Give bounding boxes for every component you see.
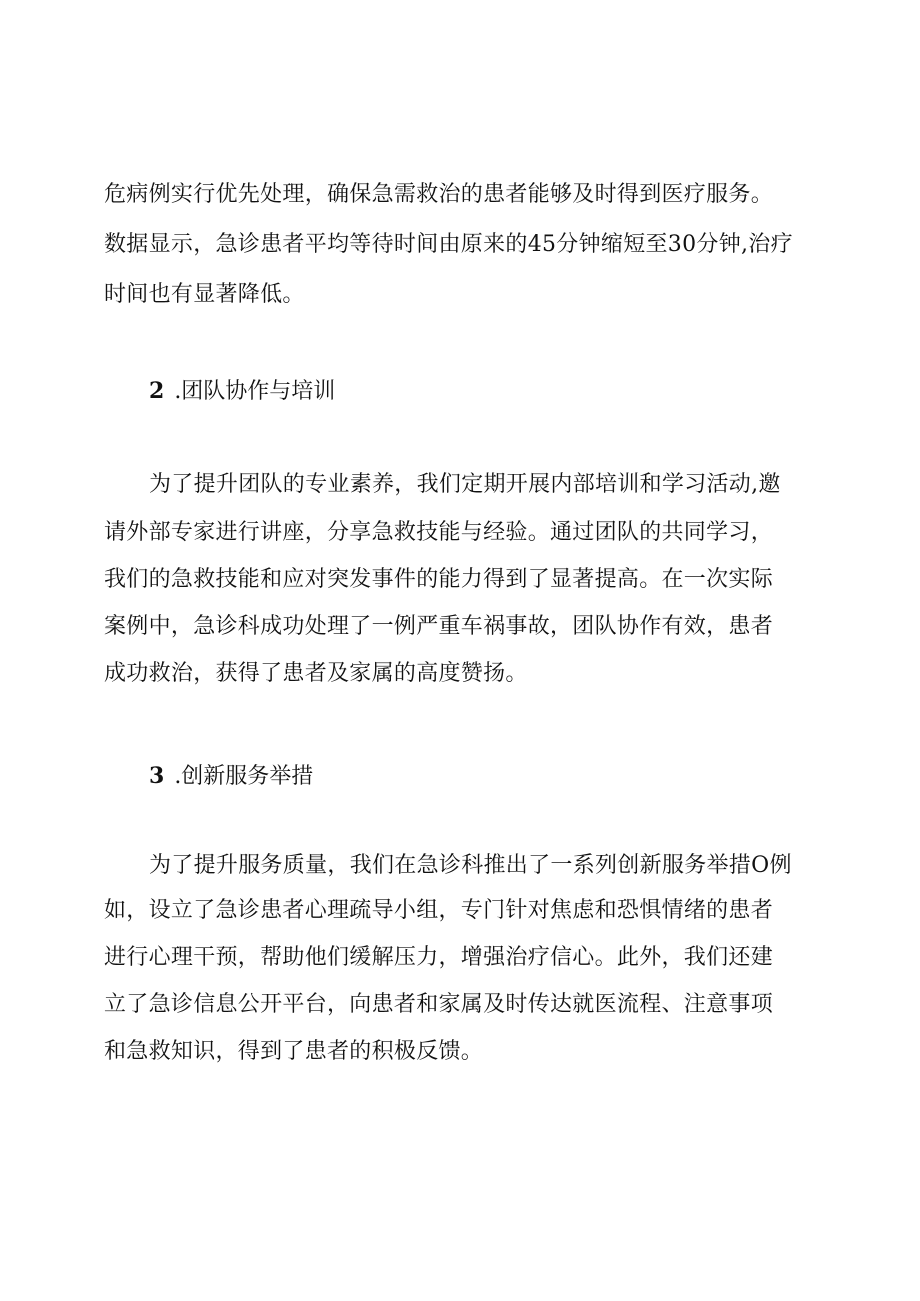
paragraph-line: 数据显示，急诊患者平均等待时间由原来的45分钟缩短至30分钟,治疗 — [104, 232, 793, 257]
paragraph-line: 立了急诊信息公开平台，向患者和家属及时传达就医流程、注意事项 — [104, 992, 774, 1017]
paragraph-line: 为了提升团队的专业素养，我们定期开展内部培训和学习活动,邀 — [149, 472, 781, 497]
paragraph-line: 如，设立了急诊患者心理疏导小组，专门针对焦虑和恐惧情绪的患者 — [104, 898, 774, 923]
paragraph-line: 成功救治，获得了患者及家属的高度赞扬。 — [104, 661, 528, 686]
section-heading — [149, 376, 335, 407]
paragraph-line: 时间也有显著降低。 — [104, 282, 305, 307]
paragraph-line: 和急救知识，得到了患者的积极反馈。 — [104, 1039, 484, 1064]
section-title: .团队协作与培训 — [174, 379, 336, 404]
paragraph-line: 危病例实行优先处理，确保急需救治的患者能够及时得到医疗服务。 — [104, 182, 774, 207]
section-heading — [149, 761, 313, 792]
paragraph-line: 我们的急救技能和应对突发事件的能力得到了显著提高。在一次实际 — [104, 567, 774, 592]
paragraph-line: 请外部专家进行讲座，分享急救技能与经验。通过团队的共同学习， — [104, 520, 774, 545]
section-number: 3 — [149, 763, 165, 789]
section-title: .创新服务举措 — [174, 764, 314, 789]
paragraph-line: 案例中，急诊科成功处理了一例严重车祸事故，团队协作有效，患者 — [104, 614, 774, 639]
paragraph-line: 为了提升服务质量，我们在急诊科推出了一系列创新服务举措O例 — [149, 853, 792, 878]
section-number: 2 — [149, 378, 165, 404]
paragraph-line: 进行心理干预，帮助他们缓解压力，增强治疗信心。此外，我们还建 — [104, 945, 774, 970]
